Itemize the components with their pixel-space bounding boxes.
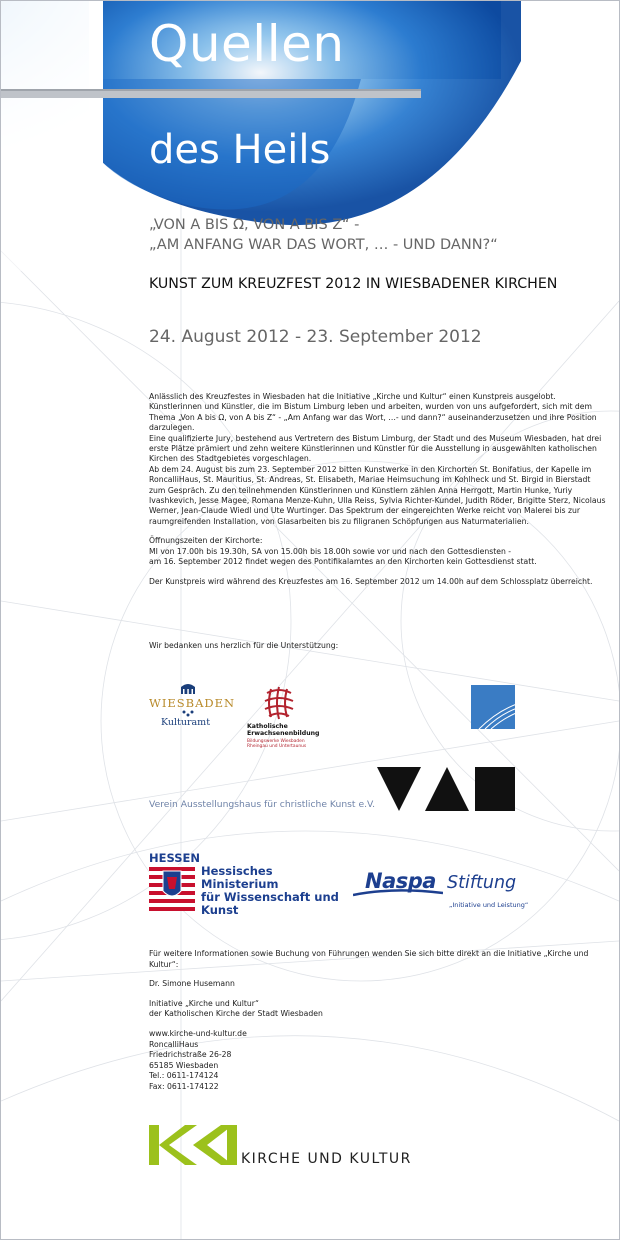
contact-web[interactable]: www.kirche-und-kultur.de — [149, 1028, 247, 1038]
keb-sub-2: Rheingau und Untertaunus — [247, 744, 307, 749]
paragraph-jury: Eine qualifizierte Jury, bestehend aus Vertretern des Bistum Limburg, der Stadt und des Museum Wiesbaden, hat drei erste Plätze prämiert und zehn weitere Künstlerinnen und Künstler für die Ausstellung in ausgewählten katholischen Kirchen des Stadtgebietes vorgeschlagen. — [149, 433, 602, 464]
date-range: 24. August 2012 - 23. September 2012 — [149, 327, 482, 347]
hessen-word: HESSEN — [149, 851, 201, 865]
contact-block — [149, 949, 589, 1093]
keb-logo — [247, 685, 347, 755]
keb-line-1: Katholische — [247, 723, 288, 730]
naspa-stiftung: Stiftung — [447, 873, 517, 893]
blue-square-logo — [471, 685, 529, 731]
thanks-text: Wir bedanken uns herzlich für die Unterstützung: — [149, 641, 339, 650]
wiesbaden-sub: Kulturamt — [161, 717, 211, 728]
naspa-swoosh-icon — [353, 889, 443, 897]
hours-title: Öffnungszeiten der Kirchorte: — [149, 536, 263, 546]
naspa-slogan: „Initiative und Leistung“ — [449, 901, 529, 909]
contact-intro: Für weitere Informationen sowie Buchung von Führungen wenden Sie sich bitte direkt an die Initiative „Kirche und Kultur“: — [149, 949, 589, 969]
verein-name: Verein Ausstellungshaus für christliche Kunst e.V. — [149, 799, 376, 810]
hours-line-1: MI von 17.00h bis 19.30h, SA von 15.00h bis 18.00h sowie vor und nach den Gottesdiensten - — [149, 546, 512, 556]
quote-line-2: „AM ANFANG WAR DAS WORT, … - UND DANN?“ — [149, 237, 498, 253]
contact-person: Dr. Simone Husemann — [149, 979, 235, 989]
kirche-und-kultur-logo — [149, 1123, 449, 1173]
award-note: Der Kunstpreis wird während des Kreuzfestes am 16. September 2012 um 14.00h auf dem Schlossplatz überreicht. — [149, 576, 593, 586]
title-line-1: Quellen — [149, 15, 345, 73]
hessen-line-2: für Wissenschaft und Kunst — [201, 890, 339, 917]
naspa-logo — [353, 865, 543, 913]
cross-weave-icon — [261, 685, 297, 721]
wiesbaden-logo — [149, 684, 236, 734]
kk-mark-icon — [149, 1123, 237, 1167]
vai-logo — [377, 767, 517, 813]
keb-subtitle — [247, 739, 306, 749]
hessen-line-1: Hessisches Ministerium — [201, 864, 279, 891]
lilies-icon — [181, 710, 195, 717]
paragraph-exhibition: Ab dem 24. August bis zum 23. September 2012 bitten Kunstwerke in den Kirchorten St. Bonifatius, der Kapelle im RoncalliHaus, St. Mauritius, St. Andreas, St. Elisabeth, Mariae Heimsuchung im Kohlheck und St. Birgid in Bierstadt zum Gespräch. Zu den teilnehmenden Künstlerinnen und Künstlern zählen Anna Herrgott, Martin Hunke, Yuriy Ivashkevich, Jesse Magee, Romana Menze-Kuhn, Ulla Reiss, Sylvia Richter-Kundel, Judith Röder, Brigitte Sterz, Nicolaus Werner, Jean-Claude Wiedl und Ute Wurtinger. Das Spektrum der eingereichten Werke reicht von Malerei bis zur raumgreifenden Installation, von Glasarbeiten bis zu filigranen Schöpfungen aus Naturmaterialien. — [149, 464, 606, 526]
wiesbaden-name: WIESBADEN — [149, 696, 236, 710]
contact-tel: Tel.: 0611-174124 — [149, 1071, 219, 1081]
hessen-lion-crest-icon — [149, 865, 195, 911]
keb-sub-1: Bildungswerke Wiesbaden — [247, 739, 305, 744]
title-line-2: des Heils — [149, 127, 331, 173]
kirche-und-kultur-text: KIRCHE UND KULTUR — [241, 1151, 412, 1167]
naspa-word: Naspa — [365, 869, 436, 893]
paragraph-intro: Anlässlich des Kreuzfestes in Wiesbaden hat die Initiative „Kirche und Kultur“ einen Kunstpreis ausgelobt. Künstlerinnen und Künstler, die im Bistum Limburg leben und arbeiten, wurden von uns aufgefordert, sich mit dem Thema „Von A bis Ω, von A bis Z“ - „Am Anfang war das Wort, …- und dann?“ auseinanderzusetzen und ihre Position darzulegen. — [149, 392, 597, 433]
contact-house: RoncalliHaus — [149, 1039, 199, 1049]
hessen-logo — [149, 851, 349, 917]
hours-line-2: am 16. September 2012 findet wegen des Pontifikalamtes an den Kirchorten kein Gottesdienst statt. — [149, 557, 537, 567]
keb-name — [247, 723, 319, 737]
contact-city: 65185 Wiesbaden — [149, 1060, 219, 1070]
quote-line-1: „VON A BIS Ω, VON A BIS Z“ - — [149, 217, 360, 233]
headline: KUNST ZUM KREUZFEST 2012 IN WIESBADENER KIRCHEN — [149, 276, 558, 292]
wiesbaden-building-icon — [179, 682, 197, 695]
body-text — [149, 392, 609, 587]
contact-fax: Fax: 0611-174122 — [149, 1081, 219, 1091]
hessen-ministry — [201, 865, 349, 917]
keb-line-2: Erwachsenenbildung — [247, 730, 320, 737]
contact-street: Friedrichstraße 26-28 — [149, 1050, 232, 1060]
contact-org-1: Initiative „Kirche und Kultur“ — [149, 998, 259, 1008]
contact-org-2: der Katholischen Kirche der Stadt Wiesbaden — [149, 1009, 323, 1019]
